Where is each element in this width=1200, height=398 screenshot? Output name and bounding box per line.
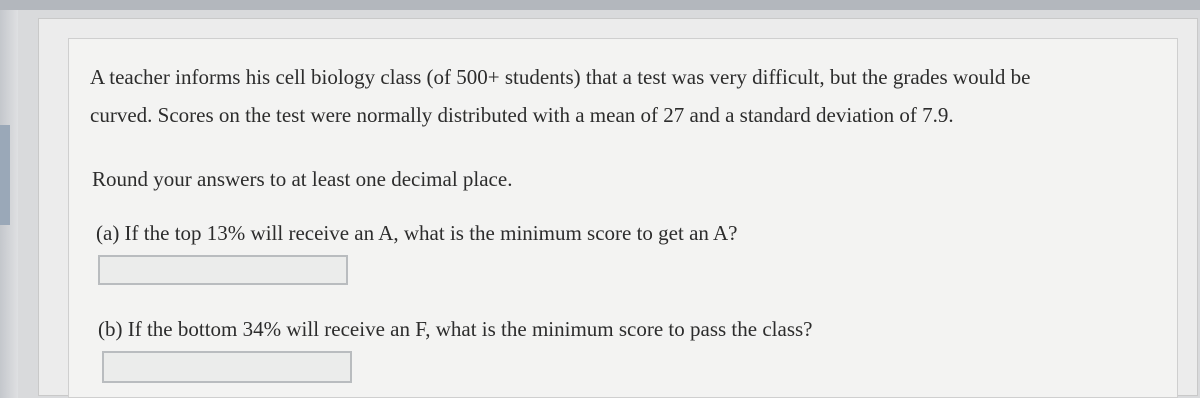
problem-intro-line-2: curved. Scores on the test were normally distributed with a mean of 27 and a standard deviation of 7.9. <box>90 103 954 127</box>
problem-intro-line-1: A teacher informs his cell biology class (of 500+ students) that a test was very difficult, but the grades would be <box>90 65 1031 89</box>
answer-a-input[interactable] <box>98 255 348 285</box>
rounding-instruction: Round your answers to at least one decimal place. <box>92 167 513 191</box>
answer-b-input[interactable] <box>102 351 352 383</box>
question-panel <box>68 38 1178 398</box>
top-strip <box>0 0 1200 10</box>
question-a: (a) If the top 13% will receive an A, what is the minimum score to get an A? <box>96 221 738 245</box>
left-side-tab <box>0 125 10 225</box>
question-b: (b) If the bottom 34% will receive an F, what is the minimum score to pass the class? <box>98 317 813 341</box>
